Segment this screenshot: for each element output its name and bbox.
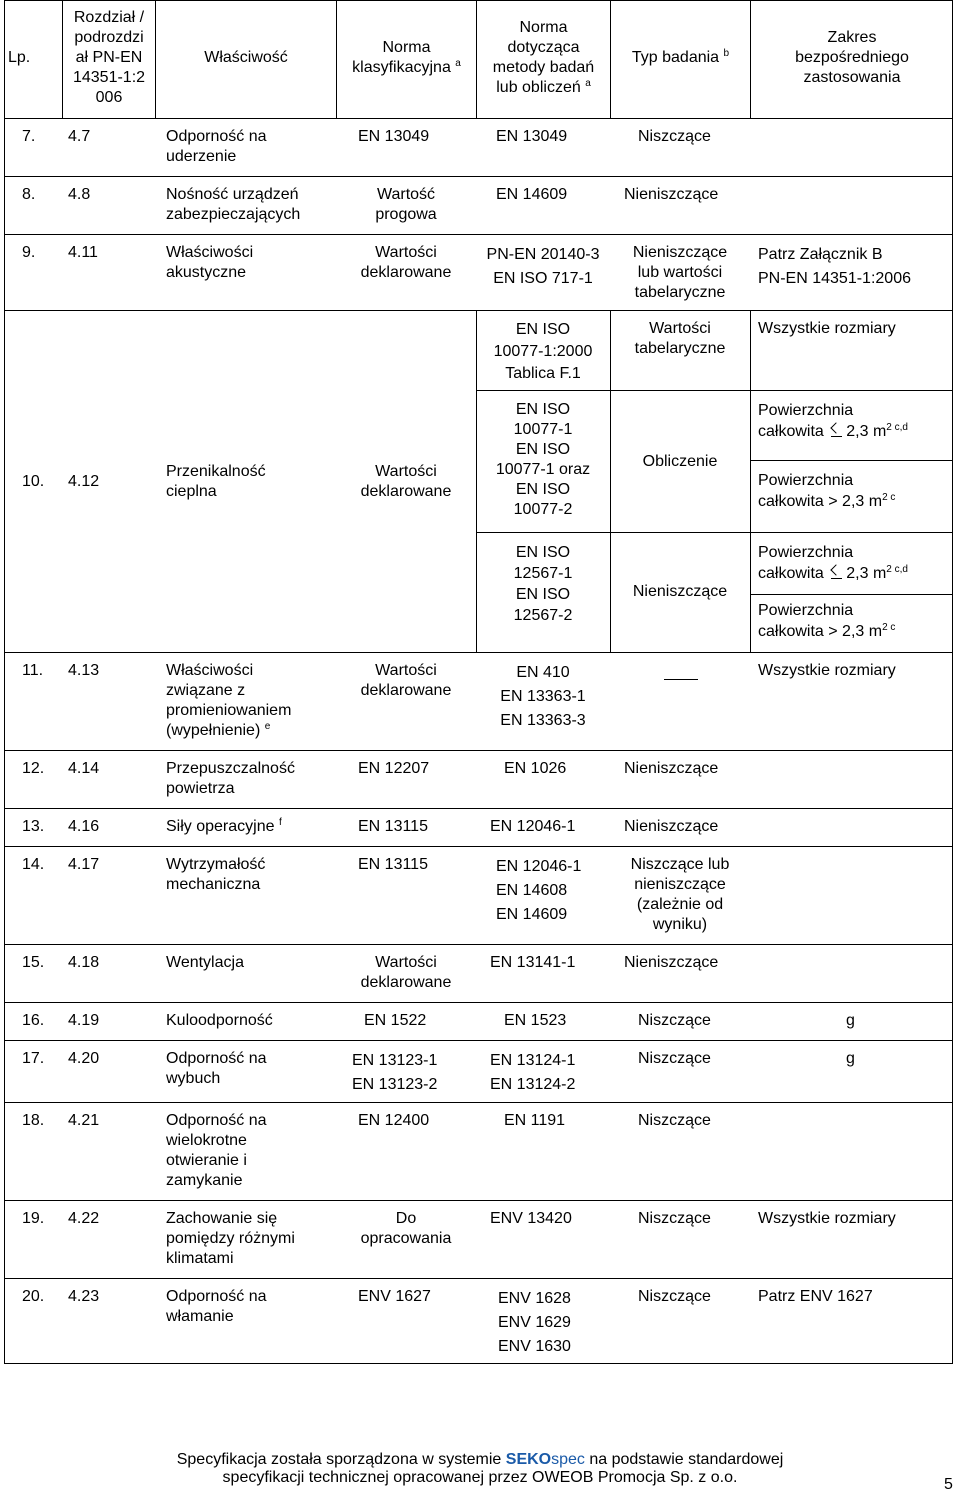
row12-wlasciwosc: Przepuszczalność powietrza	[166, 760, 295, 797]
row13-typ: Nieniszczące	[624, 818, 719, 835]
row10a-metoda: EN ISO 10077-1:2000 Tablica F.1	[493, 321, 593, 382]
row12-metoda: EN 1026	[504, 760, 567, 777]
header-lp: Lp.	[8, 49, 31, 66]
row16-metoda: EN 1523	[504, 1012, 567, 1029]
row7-rozdzial: 4.7	[68, 128, 91, 145]
row-divider	[4, 652, 953, 653]
column-divider	[750, 310, 751, 652]
row19-metoda: ENV 13420	[490, 1210, 572, 1227]
row11-zakres: Wszystkie rozmiary	[758, 662, 896, 679]
row16-zakres: g	[846, 1012, 855, 1029]
row9-metoda: PN-EN 20140-3 EN ISO 717-1	[486, 246, 600, 287]
row19-wlasciwosc: Zachowanie się pomiędzy różnymi klimatami	[166, 1210, 295, 1267]
less-equal-icon	[828, 422, 846, 438]
row9-typ: Nieniszczące lub wartości tabelaryczne	[632, 244, 728, 301]
row8-typ: Nieniszczące	[624, 186, 719, 203]
row8-norma: Wartość progowa	[375, 186, 437, 223]
row18-typ: Niszczące	[638, 1112, 711, 1129]
row10-lp: 10.	[22, 473, 45, 490]
row19-zakres: Wszystkie rozmiary	[758, 1210, 896, 1227]
row12-norma: EN 12207	[358, 760, 430, 777]
row-divider	[4, 1102, 953, 1103]
row10c-zakres-1: Powierzchnia całkowita 2,3 $m^{2 c,d}$	[758, 544, 908, 582]
row-divider	[750, 594, 953, 595]
row20-rozdzial: 4.23	[68, 1288, 100, 1305]
row14-norma: EN 13115	[358, 856, 428, 873]
row-divider	[4, 1278, 953, 1279]
row10-norma: Wartości deklarowane	[360, 463, 452, 500]
row-divider	[750, 460, 953, 461]
row10a-zakres: Wszystkie rozmiary	[758, 320, 896, 337]
row17-lp: 17.	[22, 1050, 45, 1067]
row17-rozdzial: 4.20	[68, 1050, 100, 1067]
row19-norma: Do opracowania	[360, 1210, 452, 1247]
row18-norma: EN 12400	[358, 1112, 430, 1129]
row-divider	[4, 750, 953, 751]
row9-zakres: Patrz Załącznik B PN-EN 14351-1:2006	[758, 246, 911, 287]
row10a-typ: Wartości tabelaryczne	[634, 320, 726, 357]
row8-metoda: EN 14609	[496, 186, 568, 203]
row12-typ: Nieniszczące	[624, 760, 719, 777]
row10b-metoda: EN ISO 10077-1 EN ISO 10077-1 oraz EN ISO 10077-2	[495, 401, 591, 518]
row17-typ: Niszczące	[638, 1050, 711, 1067]
row13-metoda: EN 12046-1	[490, 818, 576, 835]
row19-lp: 19.	[22, 1210, 45, 1227]
row7-norma: EN 13049	[358, 128, 430, 145]
page-number: 5	[944, 1476, 953, 1493]
row8-wlasciwosc: Nośność urządzeń zabezpieczających	[166, 186, 301, 223]
row16-typ: Niszczące	[638, 1012, 711, 1029]
header-zakres: Zakres bezpośredniego zastosowania	[795, 29, 909, 86]
row15-wlasciwosc: Wentylacja	[166, 954, 244, 971]
row15-rozdzial: 4.18	[68, 954, 100, 971]
row14-wlasciwosc: Wytrzymałość mechaniczna	[166, 856, 266, 893]
row-divider	[4, 944, 953, 945]
row-divider	[4, 1200, 953, 1201]
row10b-typ: Obliczenie	[642, 453, 718, 470]
row19-rozdzial: 4.22	[68, 1210, 100, 1227]
row13-rozdzial: 4.16	[68, 818, 100, 835]
row10c-zakres-2: Powierzchnia całkowita > 2,3 $m^{2 c}$	[758, 602, 896, 640]
row11-norma: Wartości deklarowane	[360, 662, 452, 699]
footer-line-1: Specyfikacja została sporządzona w systemie SEKOspec na podstawie standardowej	[176, 1451, 784, 1468]
row15-norma: Wartości deklarowane	[360, 954, 452, 991]
row17-norma: EN 13123-1 EN 13123-2	[352, 1052, 438, 1093]
row8-rozdzial: 4.8	[68, 186, 91, 203]
row9-rozdzial: 4.11	[68, 244, 98, 261]
row18-rozdzial: 4.21	[68, 1112, 100, 1129]
row9-lp: 9.	[22, 244, 36, 261]
row7-metoda: EN 13049	[496, 128, 568, 145]
row20-typ: Niszczące	[638, 1288, 711, 1305]
row10c-metoda: EN ISO 12567-1 EN ISO 12567-2	[513, 544, 573, 624]
header-typ-badania: Typ badania $^b$	[631, 48, 730, 66]
row7-typ: Niszczące	[638, 128, 711, 145]
row12-rozdzial: 4.14	[68, 760, 100, 777]
row11-rozdzial: 4.13	[68, 662, 100, 679]
row-divider	[4, 234, 953, 235]
row17-metoda: EN 13124-1 EN 13124-2	[490, 1052, 576, 1093]
row14-lp: 14.	[22, 856, 45, 873]
row18-lp: 18.	[22, 1112, 45, 1129]
less-equal-icon	[828, 564, 846, 580]
row19-typ: Niszczące	[638, 1210, 711, 1227]
row7-wlasciwosc: Odporność na uderzenie	[166, 128, 267, 165]
row14-rozdzial: 4.17	[68, 856, 100, 873]
row18-wlasciwosc: Odporność na wielokrotne otwieranie i zamykanie	[166, 1112, 267, 1189]
row16-lp: 16.	[22, 1012, 45, 1029]
row-divider	[4, 1002, 953, 1003]
row20-norma: ENV 1627	[358, 1288, 431, 1305]
header-wlasciwosc: Właściwość	[204, 49, 288, 66]
row13-norma: EN 13115	[358, 818, 428, 835]
row9-wlasciwosc: Właściwości akustyczne	[166, 244, 254, 281]
row12-lp: 12.	[22, 760, 45, 777]
row16-norma: EN 1522	[364, 1012, 427, 1029]
row-divider	[4, 310, 953, 311]
row-divider	[476, 390, 953, 391]
row20-wlasciwosc: Odporność na włamanie	[166, 1288, 267, 1325]
row20-metoda: ENV 1628 ENV 1629 ENV 1630	[498, 1290, 571, 1355]
column-divider	[62, 0, 63, 118]
row11-wlasciwosc: Właściwości związane z promieniowaniem (wypełnienie) $^e$	[166, 662, 292, 739]
row10-wlasciwosc: Przenikalność cieplna	[166, 463, 266, 500]
row-divider	[4, 846, 953, 847]
row16-wlasciwosc: Kuloodporność	[166, 1012, 273, 1029]
row13-lp: 13.	[22, 818, 45, 835]
row15-lp: 15.	[22, 954, 45, 971]
row10b-zakres-1: Powierzchnia całkowita 2,3 $m^{2 c,d}$	[758, 402, 908, 440]
sekospec-logo: SEKOspec	[505, 1451, 585, 1468]
row9-norma: Wartości deklarowane	[360, 244, 452, 281]
row20-lp: 20.	[22, 1288, 45, 1305]
row11-metoda: EN 410 EN 13363-1 EN 13363-3	[500, 664, 586, 729]
row8-lp: 8.	[22, 186, 36, 203]
row10c-typ: Nieniszczące	[632, 583, 728, 600]
row-divider	[4, 118, 953, 119]
row-divider	[4, 1040, 953, 1041]
row15-typ: Nieniszczące	[624, 954, 719, 971]
row17-wlasciwosc: Odporność na wybuch	[166, 1050, 267, 1087]
row11-typ-dash	[664, 679, 698, 680]
row18-metoda: EN 1191	[504, 1112, 566, 1129]
row17-zakres: g	[846, 1050, 855, 1067]
row10b-zakres-2: Powierzchnia całkowita > 2,3 $m^{2 c}$	[758, 472, 896, 510]
row-divider	[4, 808, 953, 809]
header-norma-metody: Norma dotycząca metody badań lub obliczeń $^a$	[492, 19, 595, 96]
row20-zakres: Patrz ENV 1627	[758, 1288, 873, 1305]
row7-lp: 7.	[22, 128, 36, 145]
row14-typ: Niszczące lub nieniszczące (zależnie od wyniku)	[630, 856, 730, 933]
row14-metoda: EN 12046-1 EN 14608 EN 14609	[496, 858, 582, 923]
header-norma-klasyfikacyjna: Norma klasyfikacyjna $^a$	[352, 39, 461, 76]
row16-rozdzial: 4.19	[68, 1012, 100, 1029]
row-divider	[476, 532, 953, 533]
row13-wlasciwosc: Siły operacyjne $^f$	[166, 817, 282, 835]
row11-lp: 11.	[22, 662, 44, 679]
row-divider	[4, 176, 953, 177]
header-rozdzial: Rozdział / podrozdzi ał PN-EN 14351-1:2 006	[72, 9, 146, 106]
row15-metoda: EN 13141-1	[490, 954, 576, 971]
row10-rozdzial: 4.12	[68, 473, 100, 490]
footer-line-2: specyfikacji technicznej opracowanej przez OWEOB Promocja Sp. z o.o.	[222, 1469, 738, 1486]
